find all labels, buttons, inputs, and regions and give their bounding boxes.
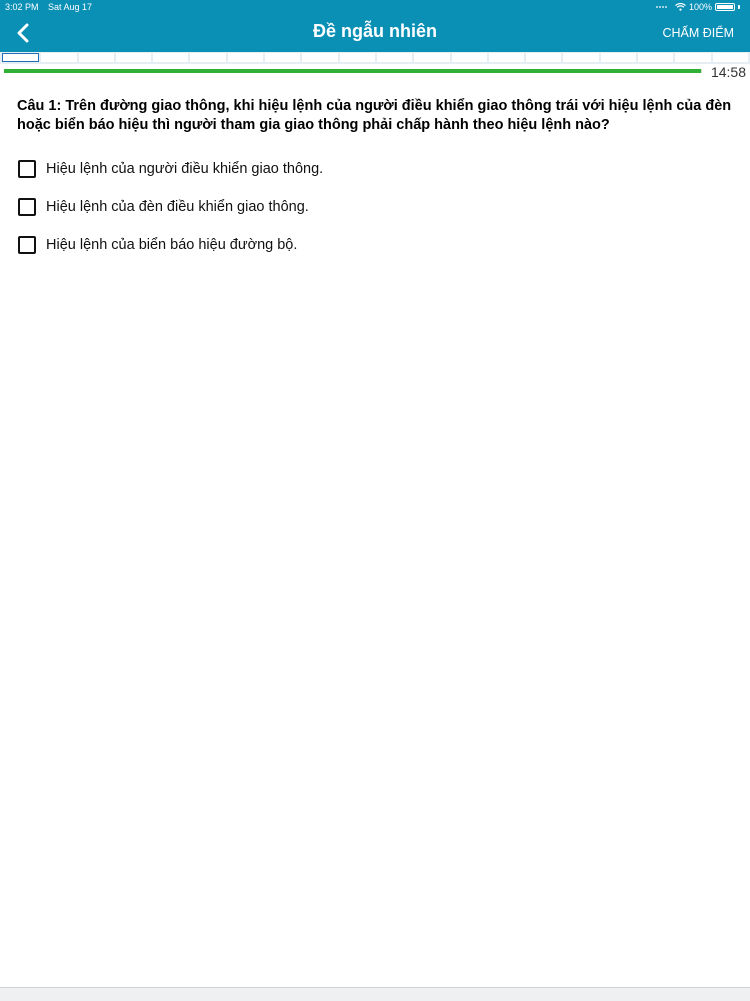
- question-nav-item[interactable]: [153, 53, 188, 62]
- question-nav-item[interactable]: [228, 53, 263, 62]
- question-nav-item[interactable]: [526, 53, 561, 62]
- question-nav-item[interactable]: [340, 53, 375, 62]
- battery-percent: 100%: [688, 2, 712, 12]
- question-nav-item[interactable]: [116, 53, 151, 62]
- question-nav-item[interactable]: [41, 53, 76, 62]
- status-bar: [0, 0, 750, 14]
- checkbox-icon[interactable]: [18, 198, 36, 216]
- answer-option[interactable]: [18, 188, 728, 226]
- page-title: Đề ngẫu nhiên: [312, 21, 437, 41]
- checkbox-icon[interactable]: [18, 160, 36, 178]
- timer-progress-track: [4, 69, 702, 73]
- question-nav-item[interactable]: [563, 53, 598, 62]
- answer-label: Hiệu lệnh của người điều khiển giao thông.: [46, 161, 324, 177]
- answer-option[interactable]: [18, 226, 728, 264]
- bottom-bar: [0, 987, 750, 1001]
- question-nav-item[interactable]: [489, 53, 524, 62]
- question-nav-item[interactable]: [2, 53, 39, 62]
- timer-progress-fill: [4, 69, 701, 73]
- answer-label: Hiệu lệnh của biển báo hiệu đường bộ.: [46, 237, 298, 253]
- question-nav-item[interactable]: [452, 53, 487, 62]
- battery-icon: [715, 3, 735, 11]
- question-nav-item[interactable]: [601, 53, 636, 62]
- signal-icon: [656, 6, 672, 8]
- timer-row: [0, 64, 750, 80]
- question-nav-item[interactable]: [302, 53, 337, 62]
- answer-list: [18, 150, 728, 264]
- status-right: [656, 2, 740, 12]
- question-nav-item[interactable]: [414, 53, 449, 62]
- question-text: Câu 1: Trên đường giao thông, khi hiệu lệnh của người điều khiển giao thông trái với hiệu lệnh của đèn hoặc biển báo hiệu thì người tham gia giao thông phải chấp hành theo hiệu lệnh nào?: [17, 98, 732, 133]
- status-date: Sat Aug 17: [48, 2, 93, 12]
- grade-button[interactable]: CHẤM ĐIỂM: [662, 26, 734, 40]
- question-nav-item[interactable]: [265, 53, 300, 62]
- question-nav-item[interactable]: [638, 53, 673, 62]
- question-nav-item[interactable]: [79, 53, 114, 62]
- question-nav-item[interactable]: [190, 53, 225, 62]
- timer-remaining: 14:58: [710, 64, 746, 80]
- wifi-icon: [675, 3, 686, 11]
- question-navigator: [0, 52, 750, 64]
- answer-option[interactable]: [18, 150, 728, 188]
- answer-label: Hiệu lệnh của đèn điều khiển giao thông.: [46, 199, 309, 215]
- battery-tip: [738, 5, 740, 9]
- question-nav-item[interactable]: [377, 53, 412, 62]
- app-header: [0, 0, 750, 52]
- question-nav-item[interactable]: [675, 53, 710, 62]
- checkbox-icon[interactable]: [18, 236, 36, 254]
- status-time: 3:02 PM: [5, 2, 39, 12]
- question-nav-item[interactable]: [713, 53, 748, 62]
